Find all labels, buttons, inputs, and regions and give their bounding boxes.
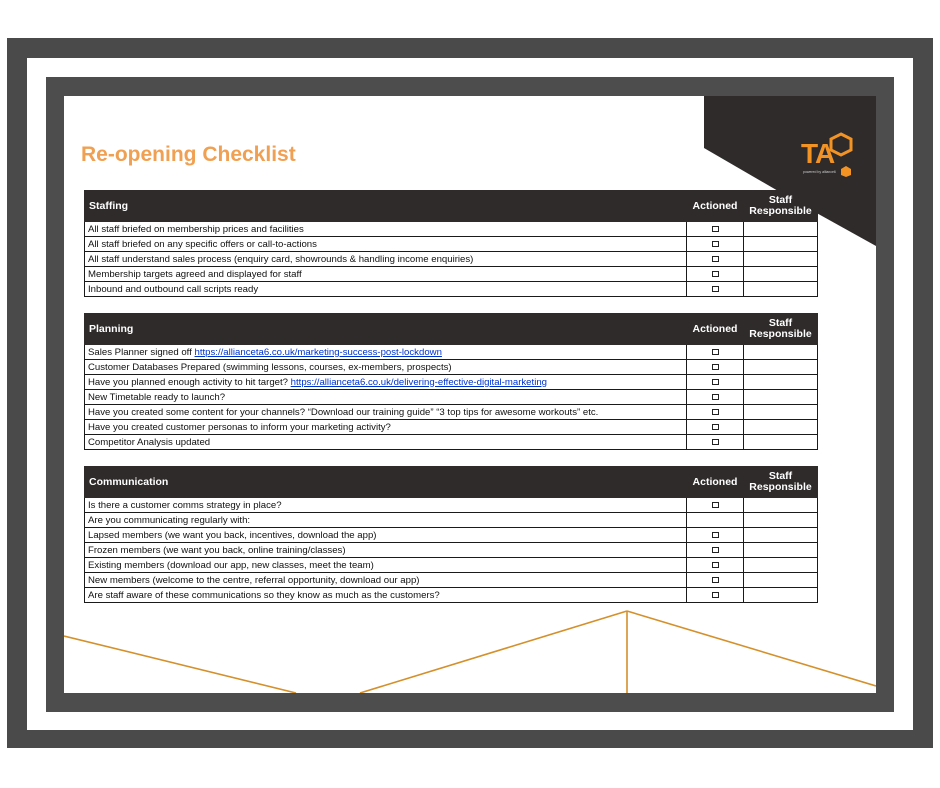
staff-responsible-cell[interactable] <box>744 345 818 360</box>
checklist-row <box>85 573 818 588</box>
item-text: Existing members (download our app, new classes, meet the team) <box>88 559 374 571</box>
actioned-cell <box>687 573 744 588</box>
actioned-cell <box>687 588 744 603</box>
staff-responsible-cell[interactable] <box>744 528 818 543</box>
item-text: Have you created some content for your channels? “Download our training guide” “3 top tips for awesome workouts” etc. <box>88 406 599 418</box>
checklist-row <box>85 405 818 420</box>
logo-subtext: powered by alliance6 <box>803 170 836 174</box>
checkbox-icon[interactable] <box>712 226 719 232</box>
section-title: Planning <box>85 314 687 345</box>
checkbox-icon[interactable] <box>712 286 719 292</box>
checklist-row <box>85 237 818 252</box>
item-text: New Timetable ready to launch? <box>88 391 226 403</box>
staff-header-line2: Responsible <box>749 205 812 217</box>
section-title: Staffing <box>85 191 687 222</box>
item-text: All staff briefed on any specific offers or call-to-actions <box>88 238 317 250</box>
checklist-item <box>85 345 687 360</box>
checklist-table-staffing <box>84 190 818 297</box>
section-title: Communication <box>85 467 687 498</box>
item-text: All staff briefed on membership prices and facilities <box>88 223 304 235</box>
item-link[interactable]: https://allianceta6.co.uk/delivering-effective-digital-marketing <box>290 376 547 388</box>
staff-responsible-cell[interactable] <box>744 405 818 420</box>
item-text: All staff understand sales process (enquiry card, showrounds & handling income enquiries) <box>88 253 474 265</box>
staff-responsible-column-header <box>744 314 818 345</box>
checklist-item <box>85 405 687 420</box>
actioned-cell <box>687 543 744 558</box>
staff-header-line1: Staff <box>768 194 793 206</box>
checklist-row <box>85 543 818 558</box>
actioned-cell <box>687 252 744 267</box>
staff-header-line2: Responsible <box>749 481 812 493</box>
logo-text: TA <box>801 138 835 169</box>
checklist-item <box>85 222 687 237</box>
actioned-cell <box>687 528 744 543</box>
checklist-item <box>85 282 687 297</box>
staff-responsible-cell[interactable] <box>744 390 818 405</box>
item-text: Frozen members (we want you back, online training/classes) <box>88 544 346 556</box>
checklist-item <box>85 543 687 558</box>
checklist-item <box>85 435 687 450</box>
staff-responsible-cell[interactable] <box>744 588 818 603</box>
checklist-row <box>85 588 818 603</box>
staff-responsible-cell[interactable] <box>744 267 818 282</box>
section-header-row <box>85 467 818 498</box>
checklist-item <box>85 390 687 405</box>
checklist-item <box>85 513 687 528</box>
checkbox-icon[interactable] <box>712 271 719 277</box>
section-header-row <box>85 314 818 345</box>
checklist-row <box>85 390 818 405</box>
checkbox-icon[interactable] <box>712 532 719 538</box>
item-text: Customer Databases Prepared (swimming lessons, courses, ex-members, prospects) <box>88 361 452 373</box>
actioned-column-header: Actioned <box>687 314 744 345</box>
checklist-table-planning <box>84 313 818 450</box>
checklist-item <box>85 558 687 573</box>
staff-responsible-cell[interactable] <box>744 543 818 558</box>
staff-responsible-cell[interactable] <box>744 498 818 513</box>
gold-line-mid-left <box>360 611 627 693</box>
staff-header-line1: Staff <box>768 470 793 482</box>
checklist-table-communication <box>84 466 818 603</box>
actioned-cell <box>687 282 744 297</box>
section-header-row <box>85 191 818 222</box>
actioned-cell <box>687 513 744 528</box>
staff-responsible-cell[interactable] <box>744 435 818 450</box>
actioned-cell <box>687 375 744 390</box>
checklist-row <box>85 558 818 573</box>
checkbox-icon[interactable] <box>712 424 719 430</box>
item-text: Competitor Analysis updated <box>88 436 211 448</box>
staff-responsible-cell[interactable] <box>744 573 818 588</box>
checklist-row <box>85 420 818 435</box>
actioned-cell <box>687 498 744 513</box>
checklist-item <box>85 528 687 543</box>
checklist-row <box>85 513 818 528</box>
actioned-cell <box>687 435 744 450</box>
checklist-item <box>85 267 687 282</box>
actioned-cell <box>687 237 744 252</box>
checkbox-icon[interactable] <box>712 562 719 568</box>
checklist-row <box>85 282 818 297</box>
actioned-column-header: Actioned <box>687 467 744 498</box>
actioned-cell <box>687 558 744 573</box>
gold-line-right <box>627 611 876 686</box>
checklist-item <box>85 588 687 603</box>
item-text: New members (welcome to the centre, referral opportunity, download our app) <box>88 574 420 586</box>
checklist-item <box>85 375 687 390</box>
item-text: Are staff aware of these communications so they know as much as the customers? <box>88 589 440 601</box>
staff-header-line2: Responsible <box>749 328 812 340</box>
actioned-cell <box>687 222 744 237</box>
checkbox-icon[interactable] <box>712 394 719 400</box>
brand-logo <box>801 132 861 178</box>
checklist-row <box>85 252 818 267</box>
checkbox-icon[interactable] <box>712 439 719 445</box>
checklist-item <box>85 237 687 252</box>
checklist-row <box>85 528 818 543</box>
staff-header-line1: Staff <box>768 317 793 329</box>
checkbox-icon[interactable] <box>712 547 719 553</box>
item-text: Is there a customer comms strategy in place? <box>88 499 282 511</box>
staff-responsible-cell[interactable] <box>744 222 818 237</box>
document-page <box>64 96 876 693</box>
item-text: Are you communicating regularly with: <box>88 514 251 526</box>
item-text: Membership targets agreed and displayed for staff <box>88 268 302 280</box>
actioned-cell <box>687 267 744 282</box>
checkbox-icon[interactable] <box>712 256 719 262</box>
staff-responsible-cell[interactable] <box>744 237 818 252</box>
checklist-item <box>85 498 687 513</box>
checklist-row <box>85 345 818 360</box>
actioned-cell <box>687 420 744 435</box>
checklist-item <box>85 360 687 375</box>
checkbox-icon[interactable] <box>712 241 719 247</box>
page-title: Re-opening Checklist <box>81 143 296 166</box>
checklist-row <box>85 267 818 282</box>
checkbox-icon[interactable] <box>712 364 719 370</box>
checklist-item <box>85 573 687 588</box>
staff-responsible-column-header <box>744 191 818 222</box>
actioned-cell <box>687 345 744 360</box>
checklist-row <box>85 360 818 375</box>
item-text: Inbound and outbound call scripts ready <box>88 283 259 295</box>
checklist-row <box>85 435 818 450</box>
actioned-cell <box>687 360 744 375</box>
checkbox-icon[interactable] <box>712 409 719 415</box>
checkbox-icon[interactable] <box>712 349 719 355</box>
staff-responsible-column-header <box>744 467 818 498</box>
actioned-cell <box>687 405 744 420</box>
checkbox-icon[interactable] <box>712 592 719 598</box>
item-text: Have you created customer personas to inform your marketing activity? <box>88 421 391 433</box>
staff-responsible-cell[interactable] <box>744 420 818 435</box>
gold-line-left <box>64 636 296 693</box>
staff-responsible-cell[interactable] <box>744 375 818 390</box>
checkbox-icon[interactable] <box>712 502 719 508</box>
staff-responsible-cell[interactable] <box>744 558 818 573</box>
item-text: Sales Planner signed off <box>88 346 195 358</box>
item-text: Have you planned enough activity to hit target? <box>88 376 291 388</box>
actioned-column-header: Actioned <box>687 191 744 222</box>
checkbox-icon[interactable] <box>712 379 719 385</box>
staff-responsible-cell[interactable] <box>744 282 818 297</box>
item-link[interactable]: https://allianceta6.co.uk/marketing-success-post-lockdown <box>194 346 442 358</box>
checklist-row <box>85 498 818 513</box>
item-text: Lapsed members (we want you back, incentives, download the app) <box>88 529 377 541</box>
staff-responsible-cell[interactable] <box>744 252 818 267</box>
checklist-item <box>85 420 687 435</box>
checklist-item <box>85 252 687 267</box>
staff-responsible-cell[interactable] <box>744 513 818 528</box>
checkbox-icon[interactable] <box>712 577 719 583</box>
actioned-cell <box>687 390 744 405</box>
checklist-row <box>85 375 818 390</box>
staff-responsible-cell[interactable] <box>744 360 818 375</box>
checklist-row <box>85 222 818 237</box>
